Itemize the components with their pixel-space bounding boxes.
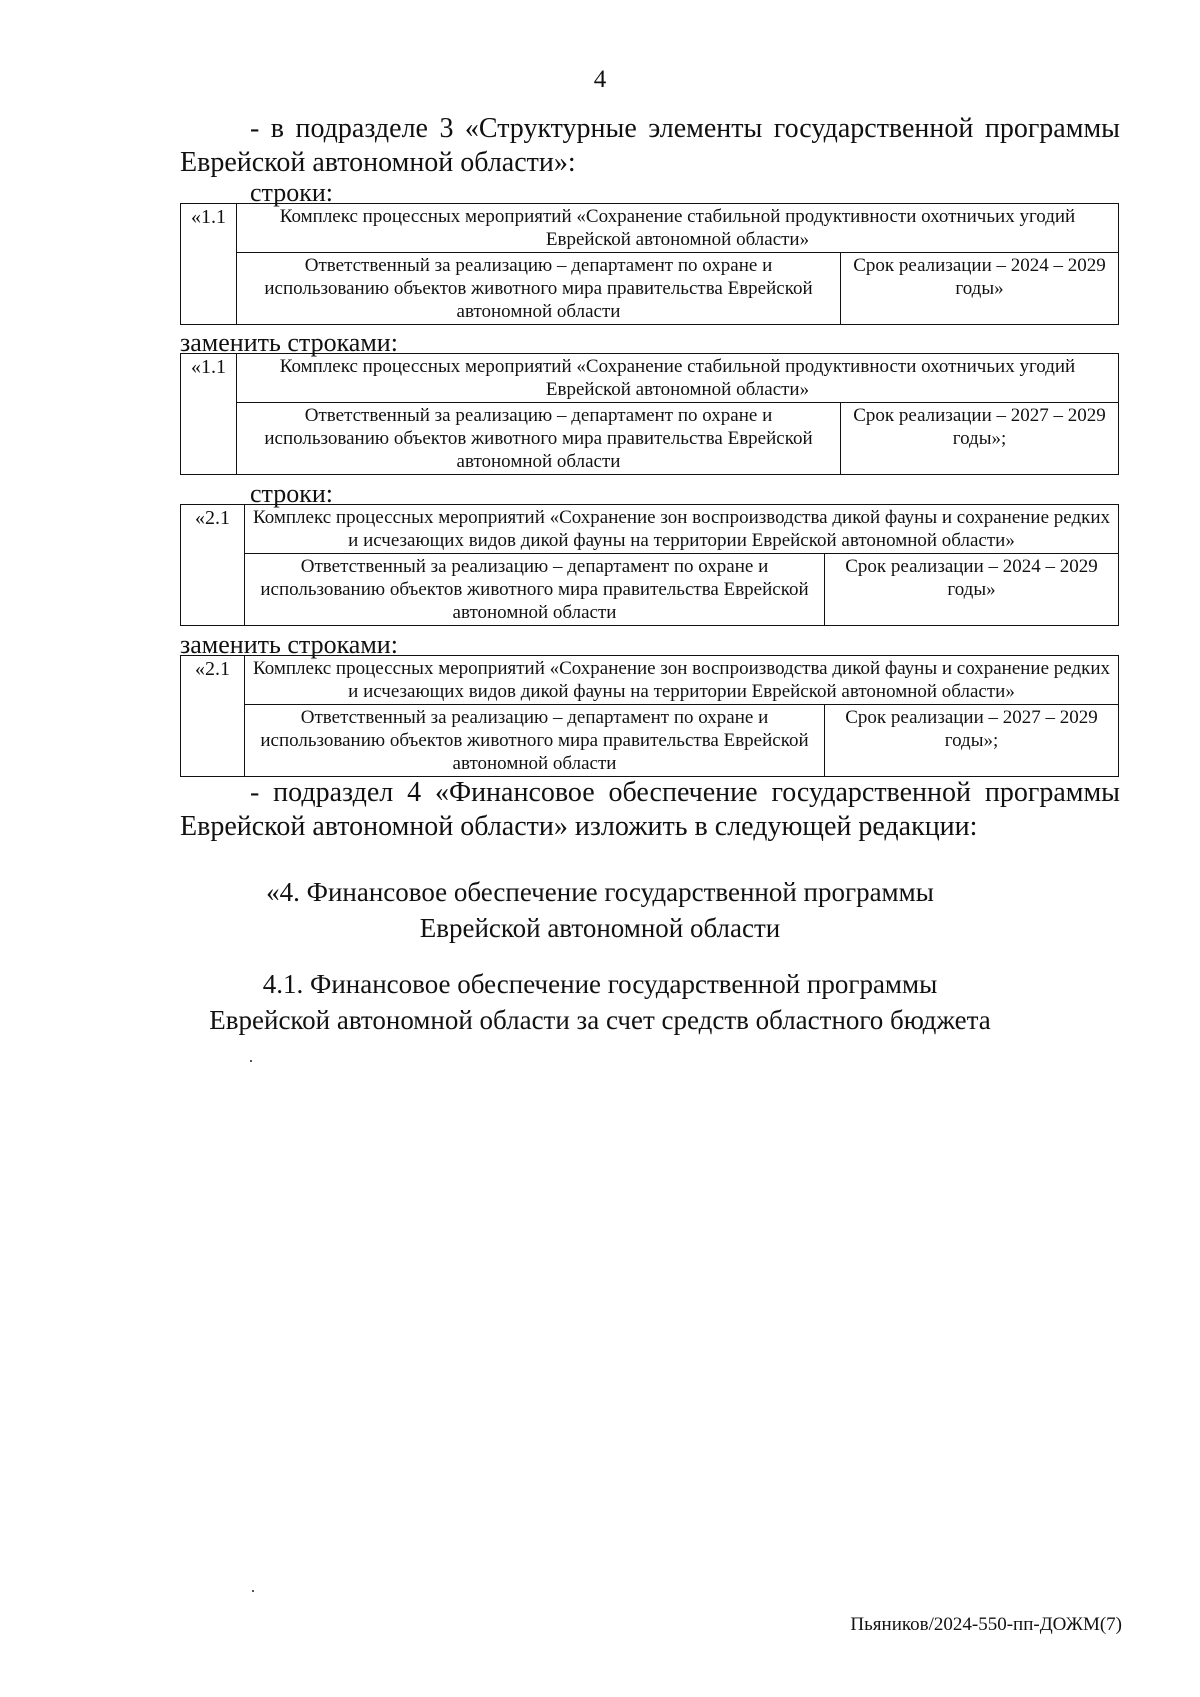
empty-cell xyxy=(181,253,237,325)
intro-line-1: - в подразделе 3 «Структурные элементы государственной программы xyxy=(250,113,1120,144)
measure-title: Комплекс процессных мероприятий «Сохранение стабильной продуктивности охотничьих угодий Еврейской автономной области» xyxy=(237,204,1119,253)
replace-label: заменить строками: xyxy=(180,328,398,357)
empty-cell xyxy=(181,403,237,475)
term-cell: Срок реализации – 2024 – 2029 годы» xyxy=(841,253,1119,325)
scan-speck xyxy=(250,1060,252,1062)
responsible-cell: Ответственный за реализацию – департамент по охране и использованию объектов животного мира правительства Еврейской автономной области xyxy=(245,554,825,626)
responsible-cell: Ответственный за реализацию – департамент по охране и использованию объектов животного мира правительства Еврейской автономной области xyxy=(245,705,825,777)
subsection41-heading-line-2: Еврейской автономной области за счет средств областного бюджета xyxy=(209,1005,991,1035)
term-cell: Срок реализации – 2027 – 2029 годы»; xyxy=(825,705,1119,777)
term-cell: Срок реализации – 2027 – 2029 годы»; xyxy=(841,403,1119,475)
section4-heading-line-2: Еврейской автономной области xyxy=(419,913,781,943)
page-number: 4 xyxy=(593,66,607,93)
row-number: «1.1 xyxy=(181,354,237,403)
row-number: «2.1 xyxy=(181,656,245,705)
responsible-cell: Ответственный за реализацию – департамент по охране и использованию объектов животного мира правительства Еврейской автономной области xyxy=(237,253,841,325)
intro-line-2: Еврейской автономной области»: xyxy=(180,147,576,178)
subsection41-heading-line-1: 4.1. Финансовое обеспечение государственной программы xyxy=(262,969,938,999)
measure-title: Комплекс процессных мероприятий «Сохранение зон воспроизводства дикой фауны и сохранение редких и исчезающих видов дикой фауны на территории Еврейской автономной области» xyxy=(245,505,1119,554)
row-number: «2.1 xyxy=(181,505,245,554)
rows-label: строки: xyxy=(250,479,333,508)
amend-table-3 xyxy=(180,504,1119,626)
measure-title: Комплекс процессных мероприятий «Сохранение стабильной продуктивности охотничьих угодий Еврейской автономной области» xyxy=(237,354,1119,403)
empty-cell xyxy=(181,554,245,626)
empty-cell xyxy=(181,705,245,777)
amend-table-1 xyxy=(180,203,1119,325)
replace-label: заменить строками: xyxy=(180,630,398,659)
subsection4-line-1: - подраздел 4 «Финансовое обеспечение государственной программы xyxy=(250,777,1120,808)
document-reference-footer: Пьяников/2024-550-пп-ДОЖМ(7) xyxy=(850,1614,1122,1635)
scan-speck xyxy=(252,1590,254,1592)
section4-heading-line-1: «4. Финансовое обеспечение государственной программы xyxy=(266,877,934,907)
measure-title: Комплекс процессных мероприятий «Сохранение зон воспроизводства дикой фауны и сохранение редких и исчезающих видов дикой фауны на территории Еврейской автономной области» xyxy=(245,656,1119,705)
amend-table-4 xyxy=(180,655,1119,777)
amend-table-2 xyxy=(180,353,1119,475)
row-number: «1.1 xyxy=(181,204,237,253)
subsection4-line-2: Еврейской автономной области» изложить в следующей редакции: xyxy=(180,811,978,842)
rows-label: строки: xyxy=(250,178,333,207)
term-cell: Срок реализации – 2024 – 2029 годы» xyxy=(825,554,1119,626)
responsible-cell: Ответственный за реализацию – департамент по охране и использованию объектов животного мира правительства Еврейской автономной области xyxy=(237,403,841,475)
